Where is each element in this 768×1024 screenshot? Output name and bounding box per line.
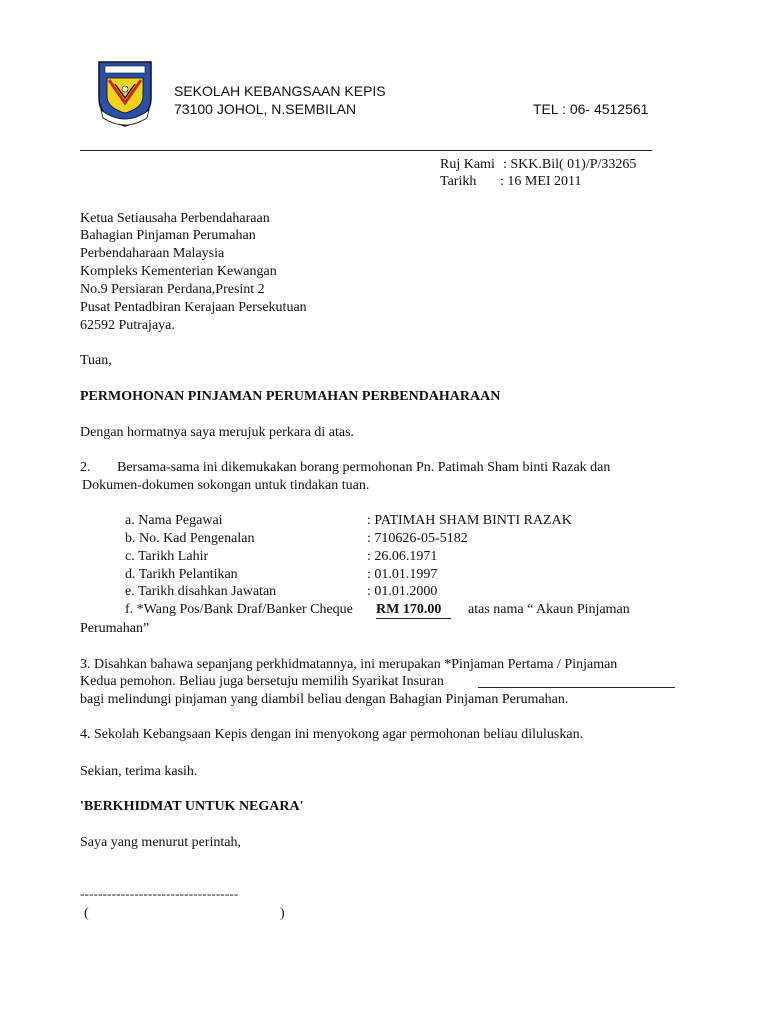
- para3-line3: bagi melindungi pinjaman yang diambil beliau dengan Bahagian Pinjaman Perumahan.: [80, 692, 569, 707]
- intro-paragraph: Dengan hormatnya saya merujuk perkara di atas.: [80, 425, 355, 440]
- recipient-line: Perbendaharaan Malaysia: [80, 246, 225, 261]
- para2-line1: Bersama-sama ini dikemukakan borang permohonan Pn. Patimah Sham binti Razak dan: [117, 460, 611, 475]
- detail-value: : 710626-05-5182: [367, 531, 468, 546]
- school-crest-icon: [95, 58, 155, 128]
- detail-value: : 26.06.1971: [367, 549, 438, 564]
- recipient-line: 62592 Putrajaya.: [80, 318, 175, 333]
- recipient-line: Kompleks Kementerian Kewangan: [80, 264, 277, 279]
- school-address: 73100 JOHOL, N.SEMBILAN: [174, 101, 357, 117]
- detail-label: e. Tarikh disahkan Jawatan: [125, 584, 277, 599]
- ref-ruj-label: Ruj Kami: [440, 157, 495, 172]
- item-f-line2: Perumahan”: [80, 621, 150, 636]
- salutation: Tuan,: [80, 353, 112, 368]
- para2-number: 2.: [80, 460, 91, 475]
- detail-value: : 01.01.2000: [367, 584, 438, 599]
- para3-line2: Kedua pemohon. Beliau juga bersetuju memilih Syarikat Insuran: [80, 674, 444, 689]
- detail-label: c. Tarikh Lahir: [125, 549, 209, 564]
- ref-ruj-value: : SKK.Bil( 01)/P/33265: [503, 157, 637, 172]
- ref-tarikh-label: Tarikh: [440, 174, 477, 189]
- detail-label: b. No. Kad Pengenalan: [125, 531, 255, 546]
- recipient-line: Ketua Setiausaha Perbendaharaan: [80, 211, 270, 226]
- item-f-suffix: atas nama “ Akaun Pinjaman: [468, 602, 630, 617]
- signature-line: -----------------------------------: [80, 886, 239, 901]
- para4: 4. Sekolah Kebangsaan Kepis dengan ini menyokong agar permohonan beliau diluluskan.: [80, 727, 584, 742]
- closing: Sekian, terima kasih.: [80, 764, 198, 779]
- item-f-amount-wrap: [376, 601, 451, 619]
- header-divider: [80, 150, 652, 151]
- school-name: SEKOLAH KEBANGSAAN KEPIS: [174, 83, 386, 99]
- subject-heading: PERMOHONAN PINJAMAN PERUMAHAN PERBENDAHARAAN: [80, 389, 501, 404]
- para2-line2: Dokumen-dokumen sokongan untuk tindakan tuan.: [82, 478, 370, 493]
- signature-open-paren: (: [84, 906, 89, 921]
- recipient-line: Bahagian Pinjaman Perumahan: [80, 228, 256, 243]
- detail-label: a. Nama Pegawai: [125, 513, 223, 528]
- sign-off: Saya yang menurut perintah,: [80, 835, 241, 850]
- detail-value: : PATIMAH SHAM BINTI RAZAK: [367, 513, 572, 528]
- motto: 'BERKHIDMAT UNTUK NEGARA': [80, 799, 304, 814]
- signature-close-paren: ): [280, 906, 285, 921]
- detail-label: d. Tarikh Pelantikan: [125, 567, 238, 582]
- ref-tarikh-value: : 16 MEI 2011: [500, 174, 582, 189]
- insurance-blank-line: [478, 673, 675, 688]
- para3-line1: 3. Disahkan bahawa sepanjang perkhidmatannya, ini merupakan *Pinjaman Pertama / Pinjaman: [80, 657, 618, 672]
- detail-value: : 01.01.1997: [367, 567, 438, 582]
- item-f-prefix: f. *Wang Pos/Bank Draf/Banker Cheque: [125, 602, 353, 617]
- item-f-amount: RM 170.00: [376, 601, 451, 619]
- school-tel: TEL : 06- 4512561: [533, 101, 649, 117]
- recipient-line: No.9 Persiaran Perdana,Presint 2: [80, 282, 265, 297]
- recipient-line: Pusat Pentadbiran Kerajaan Persekutuan: [80, 300, 307, 315]
